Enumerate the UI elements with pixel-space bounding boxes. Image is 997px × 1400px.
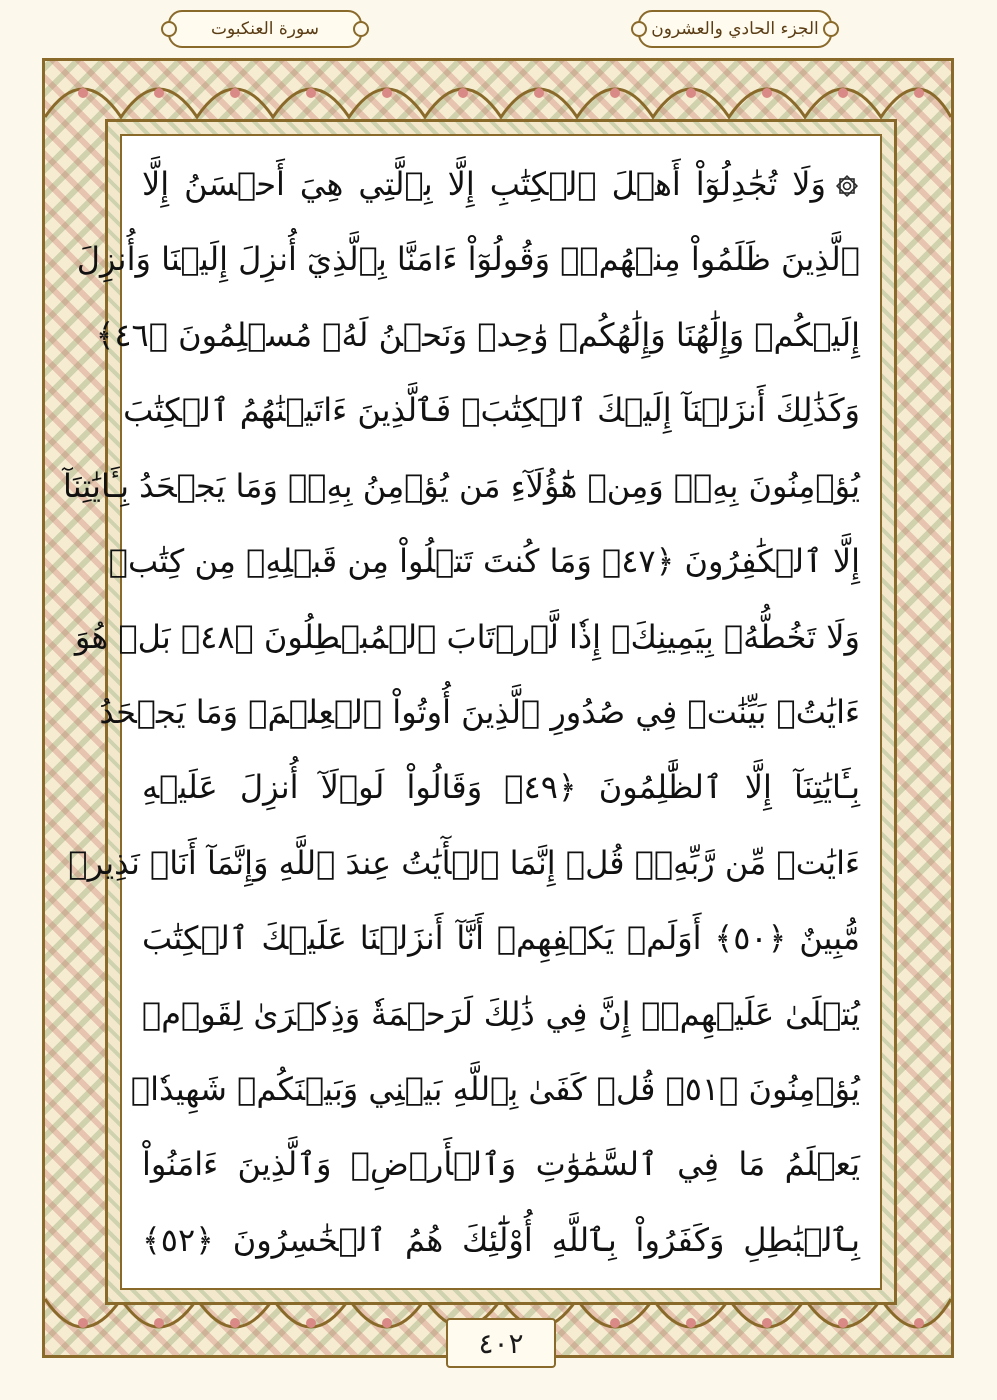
- text-line-3: إِلَيۡكُمۡ وَإِلَٰهُنَا وَإِلَٰهُكُمۡ وَٰحِدٞ وَنَحۡنُ لَهُۥ مُسۡلِمُونَ ﴿٤٦﴾: [95, 315, 860, 354]
- text-line-10: ءَايَٰتٞ مِّن رَّبِّهِۦۖ قُلۡ إِنَّمَا ٱلۡأٓيَٰتُ عِندَ ٱللَّهِ وَإِنَّمَآ أَنَا۠ نَذِيرٞ: [68, 843, 860, 882]
- ayah-lines: [62, 150, 861, 1274]
- text-line-15: بِٱلۡبَٰطِلِ وَكَفَرُواْ بِٱللَّهِ أُوْلَٰٓئِكَ هُمُ ٱلۡخَٰسِرُونَ ﴿٥٢﴾: [142, 1220, 860, 1259]
- page-number: ٤٠٢: [446, 1318, 556, 1368]
- text-line-8: ءَايَٰتُۢ بَيِّنَٰتٞ فِي صُدُورِ ٱلَّذِينَ أُوتُواْ ٱلۡعِلۡمَۚ وَمَا يَجۡحَدُ: [99, 692, 860, 731]
- text-line-13: يُؤۡمِنُونَ ﴿٥١﴾ قُلۡ كَفَىٰ بِٱللَّهِ بَيۡنِي وَبَيۡنَكُمۡ شَهِيدٗاۖ: [130, 1070, 860, 1109]
- text-line-4: وَكَذَٰلِكَ أَنزَلۡنَآ إِلَيۡكَ ٱلۡكِتَٰبَۚ فَٱلَّذِينَ ءَاتَيۡنَٰهُمُ ٱلۡكِتَٰبَ: [123, 391, 860, 430]
- text-line-5: يُؤۡمِنُونَ بِهِۦۖ وَمِنۡ هَٰٓؤُلَآءِ مَن يُؤۡمِنُ بِهِۦۚ وَمَا يَجۡحَدُ بِـَٔايَٰتِنَآ: [62, 466, 860, 505]
- ornamental-border: [42, 58, 954, 1358]
- text-line-2: ٱلَّذِينَ ظَلَمُواْ مِنۡهُمۡۖ وَقُولُوٓاْ ءَامَنَّا بِٱلَّذِيٓ أُنزِلَ إِلَيۡنَا وَأُنزِلَ: [76, 240, 860, 279]
- rub-el-hizb-icon: [834, 173, 860, 199]
- text-line-9: بِـَٔايَٰتِنَآ إِلَّا ٱلظَّٰلِمُونَ ﴿٤٩﴾ وَقَالُواْ لَوۡلَآ أُنزِلَ عَلَيۡهِ: [142, 768, 861, 807]
- quran-text-panel: [62, 134, 882, 1290]
- surah-header: سورة العنكبوت: [168, 10, 362, 48]
- top-arches-ornament: [45, 61, 951, 119]
- line-text: وَلَا تُجَٰدِلُوٓاْ أَهۡلَ ٱلۡكِتَٰبِ إِلَّا بِٱلَّتِي هِيَ أَحۡسَنُ إِلَّا: [142, 165, 826, 203]
- text-line-7: وَلَا تَخُطُّهُۥ بِيَمِينِكَۖ إِذٗا لَّٱرۡتَابَ ٱلۡمُبۡطِلُونَ ﴿٤٨﴾ بَلۡ هُوَ: [74, 617, 860, 656]
- text-line-14: يَعۡلَمُ مَا فِي ٱلسَّمَٰوَٰتِ وَٱلۡأَرۡضِۗ وَٱلَّذِينَ ءَامَنُواْ: [142, 1145, 860, 1184]
- juz-header: الجزء الحادي والعشرون: [638, 10, 832, 48]
- text-line-12: يُتۡلَىٰ عَلَيۡهِمۡۚ إِنَّ فِي ذَٰلِكَ لَرَحۡمَةٗ وَذِكۡرَىٰ لِقَوۡمٖ: [142, 994, 860, 1033]
- text-line-6: إِلَّا ٱلۡكَٰفِرُونَ ﴿٤٧﴾ وَمَا كُنتَ تَتۡلُواْ مِن قَبۡلِهِۦ مِن كِتَٰبٖ: [108, 542, 860, 581]
- text-line-1: [142, 150, 860, 218]
- text-line-11: مُّبِينٌ ﴿٥٠﴾ أَوَلَمۡ يَكۡفِهِمۡ أَنَّآ أَنزَلۡنَا عَلَيۡكَ ٱلۡكِتَٰبَ: [142, 919, 861, 958]
